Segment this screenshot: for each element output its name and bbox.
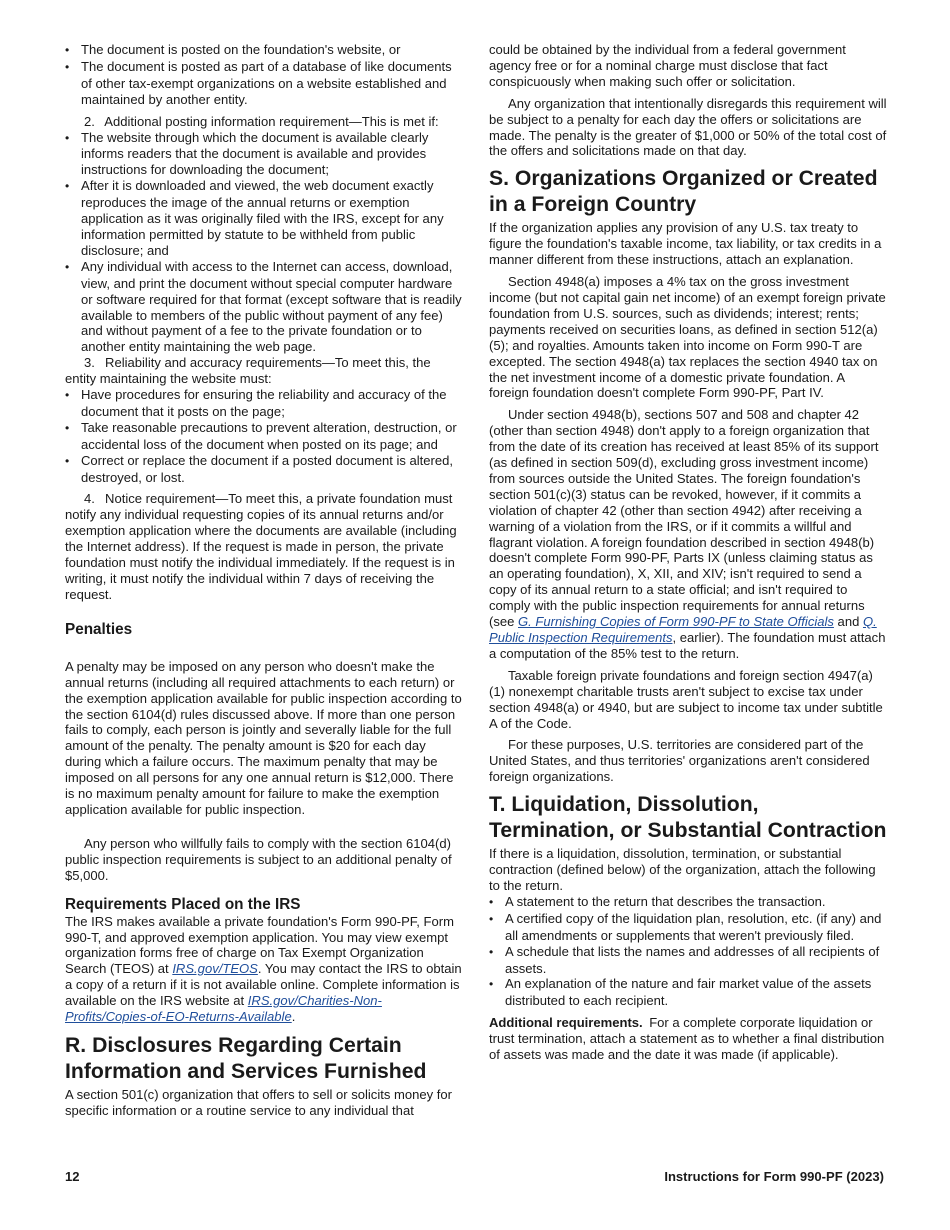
numbered-item-3: 3. Reliability and accuracy requirements—To meet this, the entity maintaining the website must: [65, 355, 431, 387]
left-column [65, 42, 463, 1119]
bullet-item: • The document is posted as part of a database of like documents of other tax-exempt organizations on a website established and maintained by another entity. [65, 59, 463, 108]
bullet-item: • A schedule that lists the names and addresses of all recipients of assets. [489, 944, 887, 977]
irs-requirements-heading: Requirements Placed on the IRS [65, 895, 301, 913]
numbered-item-4: 4. Notice requirement—To meet this, a private foundation must notify any individual requesting copies of its annual returns and/or exemption application where the documents are available (including the Internet address). If the request is made in person, the private foundation must notify the individual immediately. If the request is in writing, it must notify the individual within 7 days of receiving the request. [65, 491, 457, 602]
section-r-continued: could be obtained by the individual from a federal government agency free or for a nominal charge must disclose that fact conspicuously when making such offer or solicitation. [489, 42, 846, 89]
public-inspection-link[interactable]: Q. Public Inspection Requirements [489, 614, 877, 645]
section-s-paragraph: Taxable foreign private foundations and foreign section 4947(a)(1) nonexempt charitable trusts aren't subject to excise tax under section 4948(a) or 4940, but are subject to income tax under subtitle A of the Code. [489, 667, 883, 731]
bullet-item: • An explanation of the nature and fair market value of the assets distributed to each recipient. [489, 976, 887, 1009]
page-number: 12 [65, 1169, 80, 1184]
copies-of-eo-returns-link[interactable]: IRS.gov/Charities-Non-Profits/Copies-of-EO-Returns-Available [65, 993, 382, 1025]
right-column [489, 42, 887, 1063]
state-officials-link[interactable]: G. Furnishing Copies of Form 990-PF to State Officials [518, 614, 834, 630]
numbered-item-2: 2. Additional posting information requirement—This is met if: [84, 113, 439, 129]
bullet-item: • After it is downloaded and viewed, the web document exactly reproduces the image of the annual returns or exemption application as it was originally filed with the IRS, except for any information permitted by statute to be withheld from public disclosure; and [65, 178, 463, 259]
penalties-paragraph: A penalty may be imposed on any person who doesn't make the annual returns (including all required attachments to each return) or the exemption application available for public inspection according to the section 6104(d) rules discussed above. If more than one person fails to comply, each person is jointly and severally liable for the full amount of the penalty. The penalty amount is $20 for each day during which a failure occurs. The maximum penalty that may be imposed on all persons for any one annual return is $12,000. There is no maximum penalty amount for failure to make the exemption application available for public inspection. [65, 658, 462, 817]
section-s-paragraph: For these purposes, U.S. territories are considered part of the United States, and thus territories' organizations aren't considered foreign organizations. [489, 737, 870, 785]
section-r-heading: R. Disclosures Regarding Certain Information and Services Furnished [65, 1033, 427, 1083]
additional-requirements-paragraph: Additional requirements. For a complete corporate liquidation or trust termination, attach a statement as to whether a final distribution of assets was made and the date it was made (if applicable). [489, 1015, 885, 1063]
bullet-item: • A certified copy of the liquidation plan, resolution, etc. (if any) and all amendments or supplements that weren't previously filed. [489, 911, 887, 944]
bullet-item: • The website through which the document is available clearly informs readers that the document is available and provides instructions for downloading the document; [65, 130, 463, 179]
section-s-paragraph: Under section 4948(b), sections 507 and 508 and chapter 42 (other than section 4948) don't apply to a foreign organization that from the date of its creation has received at least 85% of its support (as defined in section 509(d), excluding gross investment income) from sources outside the United States. The foreign foundation's section 501(c)(3) status can be revoked, however, if it commits a violation of chapter 42 (other than section 4942) after receiving a warning of a violation from the IRS, or if it commits a willful and flagrant violation. A foreign foundation described in section 4948(b) doesn't complete Form 990-PF, Parts IX (unless claiming status as an operating foundation), X, XII, and XIV; isn't required to send a copy of its annual return to a state official; and isn't required to comply with the public inspection requirements for annual returns (see G. Furnishing Copies of Form 990-PF to State Officials and Q. Public Inspection Requirements, earlier). The foundation must attach a computation of the 85% test to the return. [489, 407, 886, 661]
bullet-item: • Correct or replace the document if a posted document is altered, destroyed, or lost. [65, 453, 463, 486]
additional-requirements-label: Additional requirements. [489, 1015, 643, 1031]
teos-link[interactable]: IRS.gov/TEOS [172, 961, 258, 977]
bullet-item: • Have procedures for ensuring the reliability and accuracy of the document that it posts on the page; [65, 387, 463, 420]
section-r-paragraph: Any organization that intentionally disregards this requirement will be subject to a penalty for each day the offers or solicitations are made. The penalty is the greater of $1,000 or 50% of the total cost of the offers and solicitations made on that day. [489, 95, 887, 159]
bullet-item: • Take reasonable precautions to prevent alteration, destruction, or accidental loss of the document when posted on its page; and [65, 420, 463, 453]
penalties-paragraph: Any person who willfully fails to comply with the section 6104(d) public inspection requirements is subject to an additional penalty of $5,000. [65, 835, 452, 883]
irs-requirements-paragraph: The IRS makes available a private foundation's Form 990-PF, Form 990-T, and approved exemption application. You may view exempt organization forms free of charge on Tax Exempt Organization Search (TEOS) at IRS.gov/TEOS. You may contact the IRS to obtain a copy of a return if it is not available online. Complete information is available on the IRS website at IRS.gov/Charities-Non-Profits/Copies-of-EO-Returns-Available. [65, 913, 462, 1025]
section-s-paragraph: Section 4948(a) imposes a 4% tax on the gross investment income (but not capital gain net income) of an exempt foreign private foundation from U.S. sources, such as dividends; interest; rents; payments received on securities loans, as defined in section 512(a)(5); and royalties. Amounts taken into income on Form 990-T are excepted. The section 4948(a) tax replaces the section 4940 tax on the net investment income of a domestic private foundation. A foreign foundation doesn't complete Form 990-PF, Part IV. [489, 274, 886, 401]
bullet-item: • A statement to the return that describes the transaction. [489, 894, 887, 911]
section-t-paragraph: If there is a liquidation, dissolution, termination, or substantial contraction (defined below) of the organization, attach the following to the return. [489, 846, 876, 893]
section-s-paragraph: If the organization applies any provision of any U.S. tax treaty to figure the foundation's taxable income, tax liability, or tax credits in a manner different from these instructions, attach an explanation. [489, 220, 882, 268]
section-r-paragraph: A section 501(c) organization that offers to sell or solicits money for specific information or a routine service to any individual that [65, 1086, 453, 1118]
form-title: Instructions for Form 990-PF (2023) [664, 1169, 884, 1184]
bullet-item: • Any individual with access to the Internet can access, download, view, and print the document without special computer hardware or software required for that format (except software that is readily available to members of the public without payment of any fee) and without payment of a fee to the private foundation or to another entity maintaining the web page. [65, 259, 463, 355]
penalties-heading: Penalties [65, 620, 133, 638]
section-t-heading: T. Liquidation, Dissolution, Termination, or Substantial Contraction [489, 793, 887, 843]
section-s-heading: S. Organizations Organized or Created in a Foreign Country [489, 167, 878, 217]
bullet-item: • The document is posted on the foundation's website, or [65, 42, 463, 59]
